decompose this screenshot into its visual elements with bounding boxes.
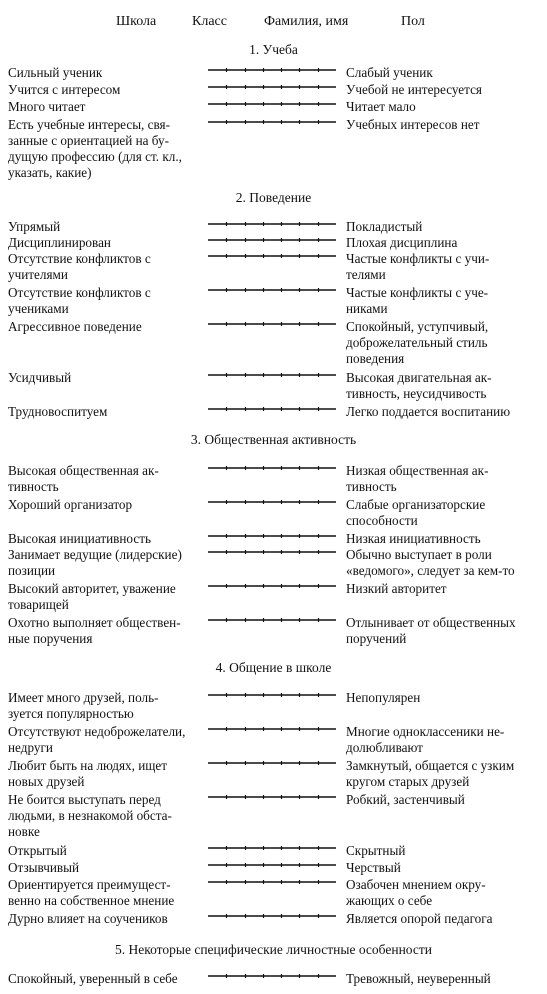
negative-trait: Высокая двигательная ак- тивность, неусидчивость (346, 370, 492, 401)
negative-trait: Замкнутый, общается с узким кругом старых друзей (346, 758, 515, 789)
rating-scale-line (208, 913, 336, 920)
negative-trait: Тревожный, неуверенный (346, 971, 491, 986)
positive-trait: Отсутствуют недоброжелатели, недруги (8, 724, 186, 755)
negative-trait: Робкий, застенчивый (346, 792, 465, 807)
rating-scale[interactable] (208, 221, 336, 228)
negative-trait: Является опорой педагога (346, 911, 493, 926)
negative-trait: Обычно выступает в роли «ведомого», следует за кем-то (346, 547, 515, 578)
negative-trait: Слабые организаторские способности (346, 497, 486, 528)
positive-trait: Спокойный, уверенный в себе (8, 971, 178, 986)
positive-trait: Трудновоспитуем (8, 404, 108, 419)
rating-scale-line (208, 321, 336, 328)
rating-scale[interactable] (208, 84, 336, 91)
header-school: Школа (116, 14, 157, 29)
negative-trait: Частые конфликты с учи- телями (346, 251, 490, 282)
rating-scale-line (208, 101, 336, 108)
section-title: 3. Общественная активность (190, 432, 357, 447)
rating-scale-line (208, 119, 336, 126)
rating-scale-line (208, 549, 336, 556)
rating-scale-line (208, 973, 336, 980)
rating-scale[interactable] (208, 465, 336, 472)
negative-trait: Непопулярен (346, 690, 421, 705)
positive-trait: Отсутствие конфликтов с учениками (8, 285, 151, 316)
rating-scale-line (208, 237, 336, 244)
rating-scale[interactable] (208, 583, 336, 590)
rating-scale-line (208, 465, 336, 472)
rating-scale[interactable] (208, 101, 336, 108)
rating-scale-line (208, 406, 336, 413)
positive-trait: Высокий авторитет, уважение товарищей (8, 581, 176, 612)
rating-scale-line (208, 221, 336, 228)
rating-scale[interactable] (208, 862, 336, 869)
negative-trait: Спокойный, уступчивый, доброжелательный стиль поведения (346, 319, 489, 366)
rating-scale[interactable] (208, 617, 336, 624)
positive-trait: Охотно выполняет обществен- ные поручения (8, 615, 181, 646)
rating-scale-line (208, 760, 336, 767)
positive-trait: Агрессивное поведение (8, 319, 142, 334)
header-gender: Пол (401, 14, 425, 29)
rating-scale-line (208, 67, 336, 74)
rating-scale-line (208, 845, 336, 852)
positive-trait: Ориентируется преимущест- венно на собственное мнение (8, 877, 175, 908)
negative-trait: Учебой не интересуется (346, 82, 482, 97)
rating-scale-line (208, 617, 336, 624)
positive-trait: Высокая общественная ак- тивность (8, 463, 159, 494)
rating-scale[interactable] (208, 879, 336, 886)
negative-trait: Озабочен мнением окру- жающих о себе (346, 877, 486, 908)
rating-scale[interactable] (208, 973, 336, 980)
positive-trait: Усидчивый (8, 370, 72, 385)
rating-scale-line (208, 879, 336, 886)
section-title: 5. Некоторые специфические личностные особенности (114, 942, 432, 957)
positive-trait: Упрямый (8, 219, 61, 234)
rating-scale[interactable] (208, 692, 336, 699)
rating-scale-line (208, 372, 336, 379)
rating-scale-line (208, 726, 336, 733)
positive-trait: Есть учебные интересы, свя- занные с ориентацией на бу- дущую профессию (для ст. кл., указать, какие) (8, 117, 182, 180)
positive-trait: Учится с интересом (8, 82, 121, 97)
negative-trait: Низкая общественная ак- тивность (346, 463, 489, 494)
rating-scale-line (208, 287, 336, 294)
rating-scale[interactable] (208, 533, 336, 540)
positive-trait: Не боится выступать перед людьми, в незнакомой обста- новке (8, 792, 172, 839)
positive-trait: Открытый (8, 843, 67, 858)
rating-scale[interactable] (208, 406, 336, 413)
positive-trait: Сильный ученик (8, 65, 103, 80)
positive-trait: Отсутствие конфликтов с учителями (8, 251, 151, 282)
negative-trait: Покладистый (346, 219, 423, 234)
rating-scale[interactable] (208, 237, 336, 244)
negative-trait: Отлынивает от общественных поручений (346, 615, 516, 646)
positive-trait: Имеет много друзей, поль- зуется популярностью (8, 690, 159, 721)
rating-scale[interactable] (208, 499, 336, 506)
rating-scale[interactable] (208, 119, 336, 126)
negative-trait: Многие одноклассеники не- долюбливают (346, 724, 505, 755)
rating-scale[interactable] (208, 67, 336, 74)
positive-trait: Хороший организатор (8, 497, 133, 512)
negative-trait: Низкий авторитет (346, 581, 447, 596)
rating-scale-line (208, 253, 336, 260)
rating-scale[interactable] (208, 549, 336, 556)
section-title: 1. Учеба (249, 42, 298, 57)
negative-trait: Скрытный (346, 843, 406, 858)
negative-trait: Слабый ученик (346, 65, 433, 80)
positive-trait: Отзывчивый (8, 860, 80, 875)
header-class: Класс (192, 14, 227, 29)
rating-scale-line (208, 84, 336, 91)
rating-scale-line (208, 794, 336, 801)
positive-trait: Много читает (8, 99, 86, 114)
rating-scale[interactable] (208, 760, 336, 767)
negative-trait: Черствый (346, 860, 401, 875)
positive-trait: Дисциплинирован (8, 235, 111, 250)
negative-trait: Частые конфликты с уче- никами (346, 285, 489, 316)
negative-trait: Учебных интересов нет (346, 117, 480, 132)
rating-scale[interactable] (208, 287, 336, 294)
negative-trait: Легко поддается воспитанию (346, 404, 511, 419)
rating-scale[interactable] (208, 845, 336, 852)
header-name: Фамилия, имя (264, 14, 349, 29)
rating-scale[interactable] (208, 913, 336, 920)
positive-trait: Высокая инициативность (8, 531, 151, 546)
rating-scale[interactable] (208, 726, 336, 733)
negative-trait: Низкая инициативность (346, 531, 481, 546)
positive-trait: Занимает ведущие (лидерские) позиции (8, 547, 182, 578)
negative-trait: Читает мало (346, 99, 416, 114)
positive-trait: Любит быть на людях, ищет новых друзей (8, 758, 168, 789)
rating-scale[interactable] (208, 321, 336, 328)
section-title: 4. Общение в школе (215, 660, 332, 675)
positive-trait: Дурно влияет на соучеников (8, 911, 168, 926)
rating-scale[interactable] (208, 794, 336, 801)
rating-scale-line (208, 862, 336, 869)
section-title: 2. Поведение (235, 190, 312, 205)
rating-scale[interactable] (208, 253, 336, 260)
rating-scale-line (208, 499, 336, 506)
negative-trait: Плохая дисциплина (346, 235, 458, 250)
rating-scale-line (208, 692, 336, 699)
form-header (0, 14, 547, 32)
rating-scale[interactable] (208, 372, 336, 379)
rating-scale-line (208, 583, 336, 590)
rating-scale-line (208, 533, 336, 540)
